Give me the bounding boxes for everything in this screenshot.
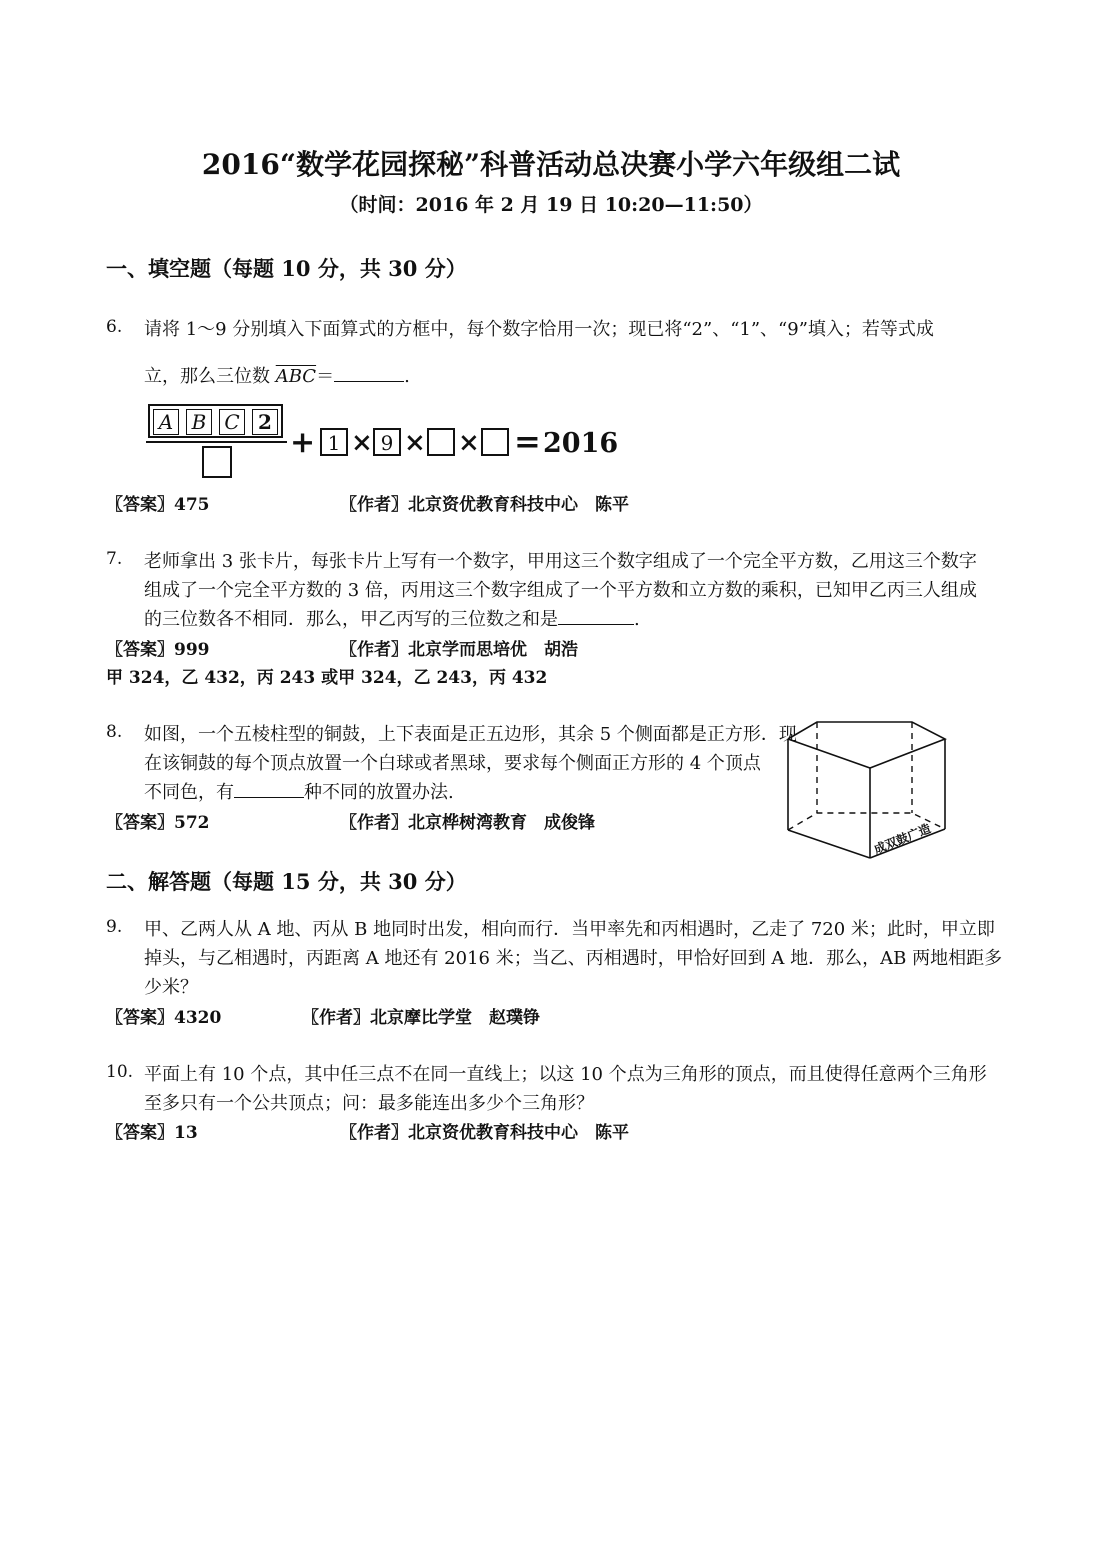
q6-line2-end: . bbox=[404, 366, 410, 387]
q8-author: 〖作者〗北京桦树湾教育 成俊锋 bbox=[340, 813, 595, 833]
q7-line2: 组成了一个完全平方数的 3 倍，丙用这三个数字组成了一个平方数和立方数的乘积，已知甲乙丙三人组成 bbox=[144, 580, 977, 601]
q8-line3 bbox=[144, 778, 454, 804]
q8-line1: 如图，一个五棱柱型的铜鼓，上下表面是正五边形，其余 5 个侧面都是正方形．现 bbox=[144, 724, 797, 745]
section2-heading: 二、解答题（每题 15 分，共 30 分） bbox=[106, 869, 467, 894]
q7-line3 bbox=[144, 605, 640, 631]
q9-answer: 〖答案〗4320 bbox=[106, 1008, 222, 1028]
plus-sign: + bbox=[290, 425, 316, 460]
q6-answer-blank[interactable] bbox=[334, 365, 404, 382]
prism-top-face bbox=[788, 722, 945, 768]
q10-line2: 至多只有一个公共顶点；问：最多能连出多少个三角形？ bbox=[144, 1093, 594, 1114]
cell-b: B bbox=[186, 409, 212, 435]
q6-number: 6. bbox=[106, 317, 123, 337]
q7-author: 〖作者〗北京学而思培优 胡浩 bbox=[340, 640, 578, 660]
q6-answer: 〖答案〗475 bbox=[106, 495, 210, 515]
exam-time: （时间：2016 年 2 月 19 日 10:20—11:50） bbox=[339, 194, 763, 216]
times-sign-3: × bbox=[458, 428, 480, 458]
q8-line3-pre: 不同色，有 bbox=[144, 782, 234, 803]
empty-box-2[interactable] bbox=[481, 428, 509, 456]
q10-number: 10. bbox=[106, 1062, 134, 1082]
q7-answer: 〖答案〗999 bbox=[106, 640, 210, 660]
cell-2: 2 bbox=[252, 409, 278, 435]
page-title: 2016“数学花园探秘”科普活动总决赛小学六年级组二试 bbox=[201, 148, 901, 181]
q9-line1: 甲、乙两人从 A 地、丙从 B 地同时出发，相向而行．当甲率先和丙相遇时，乙走了 720 米；此时，甲立即 bbox=[144, 919, 995, 940]
q10-author: 〖作者〗北京资优教育科技中心 陈平 bbox=[340, 1123, 629, 1143]
q9-line3: 少米？ bbox=[144, 977, 198, 998]
q8-answer-blank[interactable] bbox=[234, 781, 304, 798]
denominator-box[interactable] bbox=[202, 446, 232, 478]
q7-line1: 老师拿出 3 张卡片，每张卡片上写有一个数字，甲用这三个数字组成了一个完全平方数，乙用这三个数字 bbox=[144, 551, 977, 572]
times-sign-1: × bbox=[351, 428, 373, 458]
section1-heading: 一、填空题（每题 10 分，共 30 分） bbox=[106, 256, 467, 281]
equals-sign: = bbox=[514, 422, 541, 460]
q6-line1: 请将 1～9 分别填入下面算式的方框中，每个数字恰用一次；现已将“2”、“1”、“9”填入；若等式成 bbox=[144, 319, 934, 340]
pentagonal-prism-figure bbox=[780, 712, 955, 862]
q7-answer-blank[interactable] bbox=[558, 608, 634, 625]
q10-answer: 〖答案〗13 bbox=[106, 1123, 198, 1143]
filled-box-1: 1 bbox=[320, 428, 348, 456]
prism-bottom-left bbox=[788, 830, 870, 858]
empty-box-1[interactable] bbox=[427, 428, 455, 456]
q9-number: 9. bbox=[106, 917, 123, 937]
q6-author: 〖作者〗北京资优教育科技中心 陈平 bbox=[340, 495, 629, 515]
q8-line2: 在该铜鼓的每个顶点放置一个白球或者黑球，要求每个侧面正方形的 4 个顶点 bbox=[144, 753, 761, 774]
q9-author: 〖作者〗北京摩比学堂 赵璞铮 bbox=[302, 1008, 540, 1028]
times-sign-2: × bbox=[404, 428, 426, 458]
q7-number: 7. bbox=[106, 549, 123, 569]
result-value: 2016 bbox=[543, 428, 619, 459]
q7-line3-pre: 的三位数各不相同．那么，甲乙丙写的三位数之和是 bbox=[144, 609, 558, 630]
q6-equals: ＝ bbox=[316, 366, 335, 387]
q9-line2: 掉头，与乙相遇时，丙距离 A 地还有 2016 米；当乙、丙相遇时，甲恰好回到 A 地．那么，AB 两地相距多 bbox=[144, 948, 1003, 969]
prism-label: 成双鼓广造 bbox=[871, 821, 933, 857]
q8-line3-post: 种不同的放置办法. bbox=[304, 782, 454, 803]
q7-note: 甲 324，乙 432，丙 243 或甲 324，乙 243，丙 432 bbox=[106, 668, 548, 688]
q6-line2 bbox=[144, 362, 410, 388]
q8-answer: 〖答案〗572 bbox=[106, 813, 210, 833]
q7-line3-end: . bbox=[634, 609, 640, 630]
cell-a: A bbox=[153, 409, 179, 435]
fraction-bar bbox=[146, 441, 287, 443]
q6-abc-overline: $\overline{ABC}$ bbox=[275, 366, 317, 387]
filled-box-9: 9 bbox=[373, 428, 401, 456]
q8-number: 8. bbox=[106, 722, 123, 742]
q6-line2-pre: 立，那么三位数 bbox=[144, 366, 270, 387]
q10-line1: 平面上有 10 个点，其中任三点不在同一直线上；以这 10 个点为三角形的顶点，而且使得任意两个三角形 bbox=[144, 1064, 987, 1085]
cell-c: C bbox=[219, 409, 245, 435]
